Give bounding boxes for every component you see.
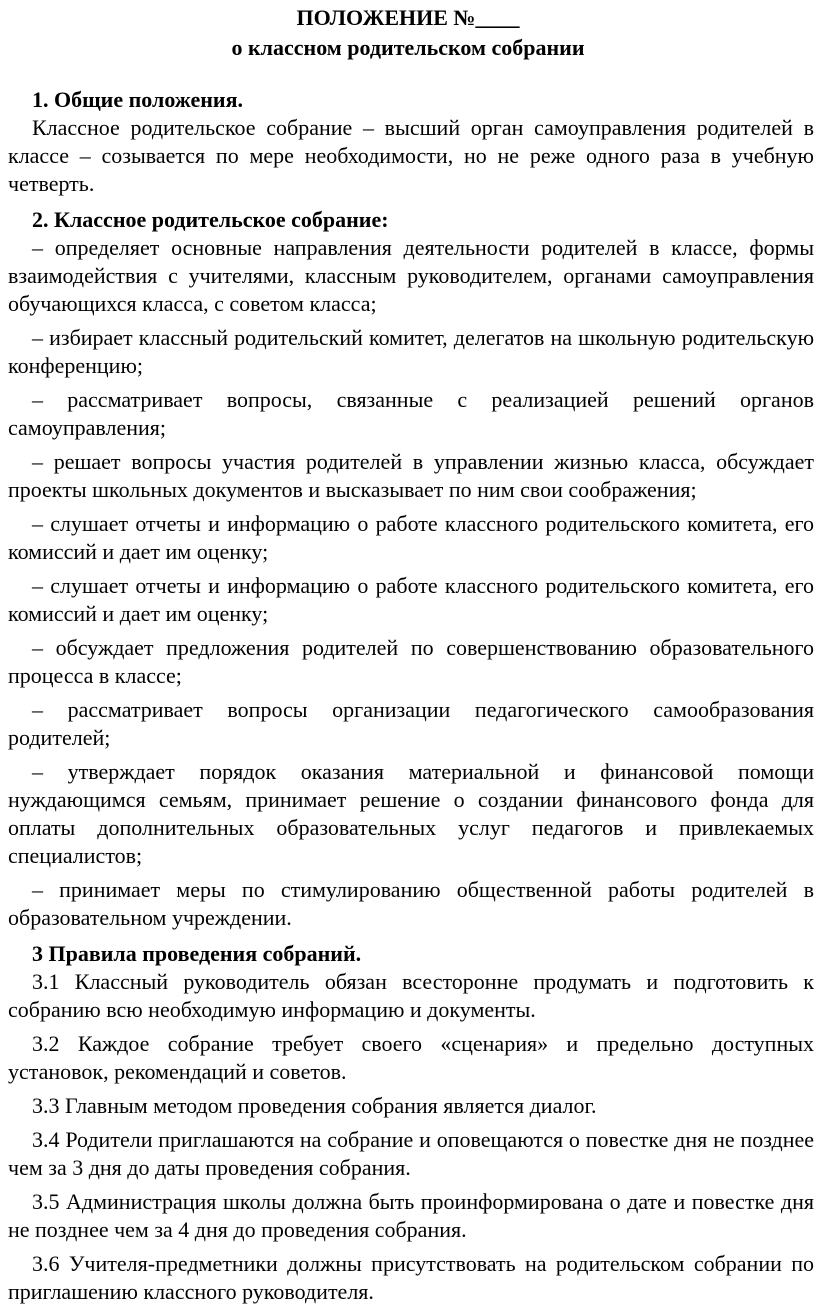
document-subtitle: о классном родительском собрании xyxy=(231,35,585,60)
list-item: 3.2 Каждое собрание требует своего «сценария» и предельно доступных установок, рекомендаций и советов. xyxy=(8,1031,814,1084)
list-item: 3.1 Классный руководитель обязан всесторонне продумать и подготовить к собранию всю необходимую информацию и документы. xyxy=(8,969,814,1022)
section-meeting-powers xyxy=(8,206,814,932)
list-item: – слушает отчеты и информацию о работе классного родительского комитета, его комиссий и дает им оценку; xyxy=(8,573,814,626)
paragraph: Классное родительское собрание – высший орган самоуправления родителей в классе – созывается по мере необходимости, но не реже одного раза в учебную четверть. xyxy=(8,115,814,196)
section-meeting-rules xyxy=(8,940,814,1306)
list-item: – решает вопросы участия родителей в управлении жизнью класса, обсуждает проекты школьных документов и высказывает по ним свои соображения; xyxy=(8,449,814,502)
list-item: – рассматривает вопросы, связанные с реализацией решений органов самоуправления; xyxy=(8,387,814,440)
section-heading: 1. Общие положения. xyxy=(32,87,243,112)
list-item: – обсуждает предложения родителей по совершенствованию образовательного процесса в классе; xyxy=(8,635,814,688)
list-item: 3.4 Родители приглашаются на собрание и оповещаются о повестке дня не позднее чем за 3 дня до даты проведения собрания. xyxy=(8,1127,814,1180)
list-item: – избирает классный родительский комитет, делегатов на школьную родительскую конференцию; xyxy=(8,325,814,378)
list-item: – утверждает порядок оказания материальной и финансовой помощи нуждающимся семьям, принимает решение о создании финансового фонда для оплаты дополнительных образовательных услуг педагогов и привлекаемых специалистов; xyxy=(8,759,814,868)
list-item: – слушает отчеты и информацию о работе классного родительского комитета, его комиссий и дает им оценку; xyxy=(8,511,814,564)
list-item: – принимает меры по стимулированию общественной работы родителей в образовательном учреждении. xyxy=(8,877,814,930)
list-item: – рассматривает вопросы организации педагогического самообразования родителей; xyxy=(8,697,814,750)
section-general xyxy=(8,86,814,198)
list-item: – определяет основные направления деятельности родителей в классе, формы взаимодействия с учителями, классным руководителем, органами самоуправления обучающихся класса, с советом класса; xyxy=(8,235,814,316)
list-item: 3.5 Администрация школы должна быть проинформирована о дате и повестке дня не позднее чем за 4 дня до проведения собрания. xyxy=(8,1189,814,1242)
list-item: 3.3 Главным методом проведения собрания является диалог. xyxy=(32,1093,597,1118)
section-heading: 3 Правила проведения собраний. xyxy=(32,941,362,966)
list-item: 3.6 Учителя-предметники должны присутствовать на родительском собрании по приглашению классного руководителя. xyxy=(8,1251,814,1304)
section-heading: 2. Классное родительское собрание: xyxy=(32,207,389,232)
document-title: ПОЛОЖЕНИЕ №____ xyxy=(296,5,520,30)
document-body xyxy=(8,86,814,1306)
